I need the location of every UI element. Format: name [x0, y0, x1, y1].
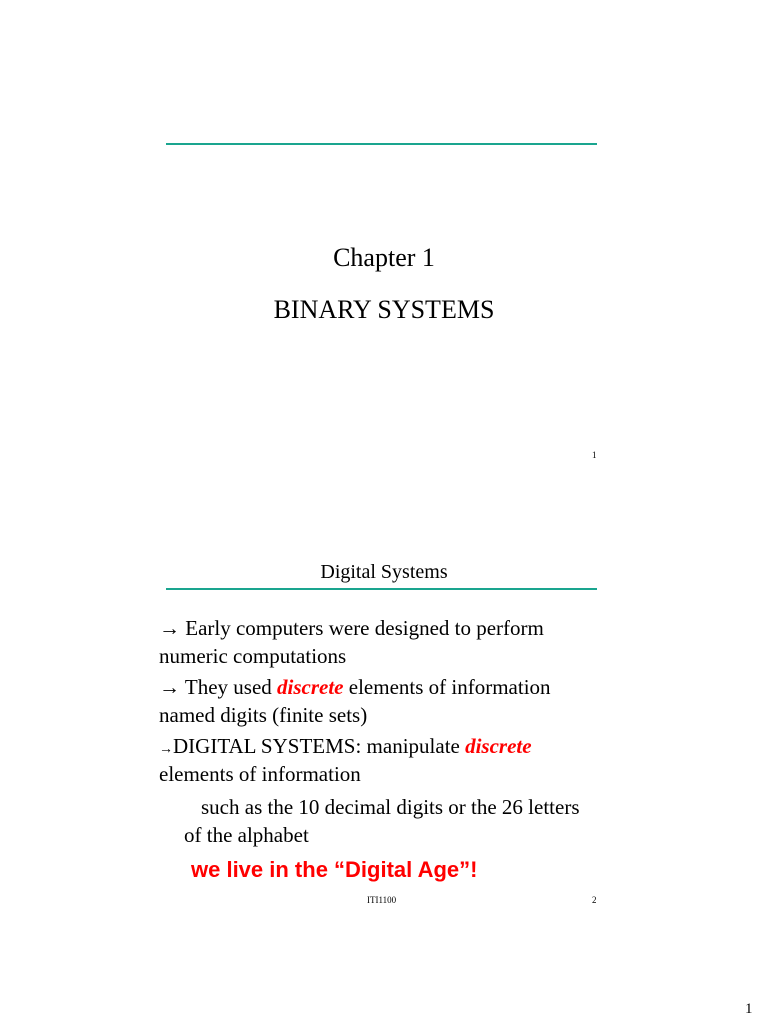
sub-line1: such as the 10 decimal digits or the 26 letters [201, 795, 580, 819]
arrow-icon: → [159, 675, 180, 699]
slide2-number: 2 [592, 895, 597, 905]
slide1-number: 1 [592, 450, 597, 460]
bullet2-line1 [159, 677, 551, 698]
sub-line2: of the alphabet [184, 823, 309, 847]
bullet2-post: elements of information [343, 675, 551, 699]
bullet2-emphasis: discrete [277, 675, 344, 699]
arrow-icon: → [159, 616, 180, 640]
chapter-label: Chapter 1 [333, 243, 435, 272]
chapter-title: BINARY SYSTEMS [273, 295, 495, 324]
bullet1-text: Early computers were designed to perform [185, 616, 544, 640]
footer-course: ITI1100 [367, 895, 397, 905]
slide2-title-rule [166, 588, 597, 590]
page-number: 1 [745, 1001, 753, 1017]
slide2-title: Digital Systems [320, 561, 448, 583]
bullet3-line1 [159, 736, 532, 757]
arrow-icon: → [159, 742, 173, 757]
bullet1-line2: numeric computations [159, 644, 347, 668]
slide1-top-rule [166, 143, 597, 145]
bullet3-pre: DIGITAL SYSTEMS: manipulate [173, 734, 466, 758]
bullet1-line1 [159, 618, 544, 639]
bullet3-line2: elements of information [159, 762, 361, 786]
bullet2-pre: They used [184, 675, 278, 699]
bullet3-emphasis: discrete [465, 734, 532, 758]
bullet2-line2: named digits (finite sets) [159, 703, 368, 727]
digital-age-highlight: we live in the “Digital Age”! [191, 857, 478, 882]
